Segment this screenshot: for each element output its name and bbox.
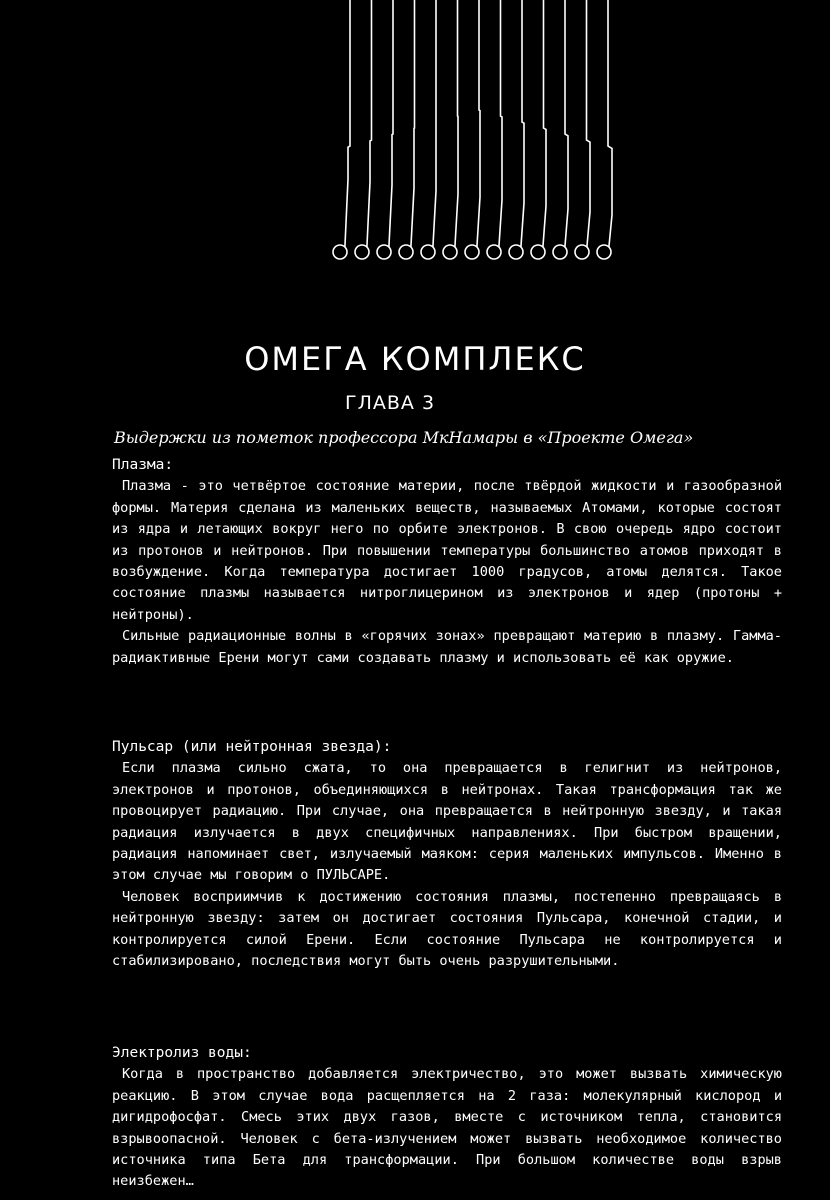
circuit-trace [499,0,502,247]
circuit-node [333,245,347,259]
paragraph: Плазма - это четвёртое состояние материи, после твёрдой жидкости и газообразной формы. Материя сделана из маленьких веществ, называемых Атомами, которые состоят из ядра и летающих вокруг него по орбите электронов. В свою очередь ядро состоит из протонов и нейтронов. При повышении температуры большинство атомов приходят в возбуждение. Когда температура достигает 1000 градусов, атомы делятся. Такое состояние плазмы называется нитроглицерином из электронов и ядер (протоны + нейтроны). [112,478,782,623]
circuit-trace [389,0,393,247]
circuit-trace [411,0,415,247]
chapter-heading: ГЛАВА 3 [345,392,436,414]
circuit-node [443,245,457,259]
section-pulsar [112,737,782,972]
circuit-node [575,245,589,259]
circuit-trace [608,0,612,247]
circuit-trace [587,0,591,247]
circuit-trace [455,0,458,247]
circuit-trace [345,0,350,247]
circuit-trace [433,0,436,247]
circuit-node [487,245,501,259]
circuit-node [597,245,611,259]
section-heading: Плазма: [112,457,174,473]
paragraph: Человек восприимчив к достижению состояния плазмы, постепенно превращаясь в нейтронную звезду: затем он достигает состояния Пульсара, конечной стадии, и контролируется силой Ерени. Если состояние Пульсара не контролируется и стабилизировано, последствия могут быть очень разрушительными. [112,888,782,970]
section-electrolysis [112,1043,782,1193]
circuit-trace [521,0,524,247]
circuit-trace [565,0,568,247]
section-heading: Пульсар (или нейтронная звезда): [112,739,392,755]
circuit-node [421,245,435,259]
circuit-trace [477,0,480,247]
paragraph: Когда в пространство добавляется электричество, это может вызвать химическую реакцию. В этом случае вода расщепляется на 2 газа: молекулярный кислород и дигидрофосфат. Смесь этих двух газов, вместе с источником тепла, становится взрывоопасной. Человек с бета-излучением может вызвать необходимое количество источника типа Бета для трансформации. При большом количестве воды взрыв неизбежен… [112,1066,782,1190]
circuit-node [553,245,567,259]
section-plasma [112,455,782,669]
circuit-node [465,245,479,259]
circuit-decoration [310,0,640,268]
circuit-node [399,245,413,259]
paragraph: Сильные радиационные волны в «горячих зонах» превращают материю в плазму. Гамма-радиактивные Ерени могут сами создавать плазму и использовать её как оружие. [112,628,782,666]
circuit-node [509,245,523,259]
document-subtitle: Выдержки из пометок профессора МкНамары в «Проекте Омега» [114,428,694,447]
paragraph: Если плазма сильно сжата, то она превращается в гелигнит из нейтронов, электронов и протонов, объединяющихся в нейтронах. Такая трансформация так же провоцирует радиацию. При случае, она превращается в нейтронную звезду, и такая радиация излучается в двух специфичных направлениях. При быстром вращении, радиация напоминает свет, излучаемый маяком: серия маленьких импульсов. Именно в этом случае мы говорим о ПУЛЬСАРЕ. [112,760,782,884]
section-heading: Электролиз воды: [112,1045,252,1061]
circuit-node [355,245,369,259]
circuit-node [377,245,391,259]
circuit-trace [543,0,546,247]
page-title: ОМЕГА КОМПЛЕКС [244,340,586,378]
circuit-trace [367,0,372,247]
circuit-node [531,245,545,259]
